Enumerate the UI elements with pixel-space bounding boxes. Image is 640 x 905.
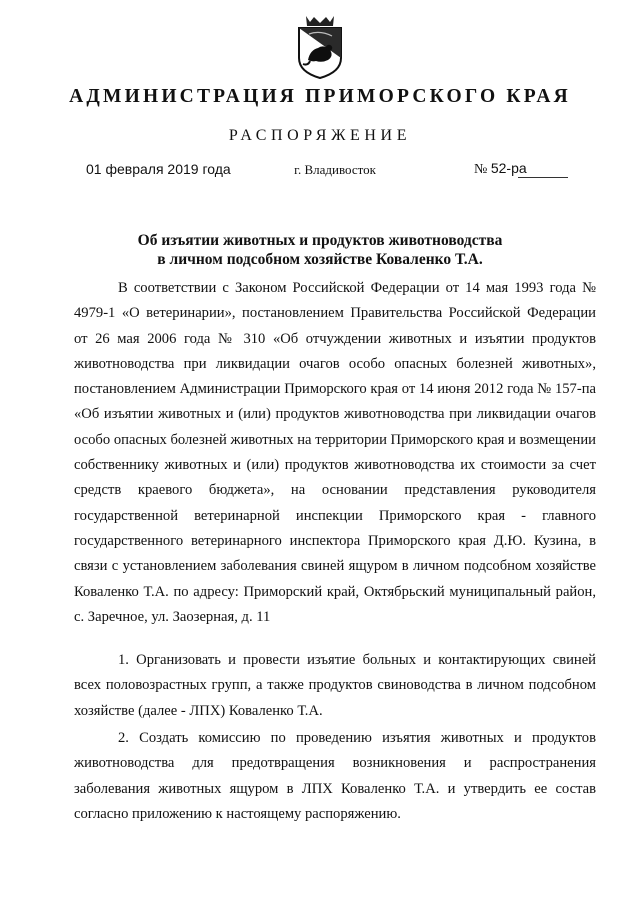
document-title bbox=[0, 231, 640, 269]
number-value: 52-ра bbox=[490, 160, 527, 176]
document-city: г. Владивосток bbox=[294, 162, 376, 177]
clause-1-paragraph: 1. Организовать и провести изъятие больных и контактирующих свиней всех половозрастных групп, а также продуктов свиноводства в личном подсобном хозяйстве (далее - ЛПХ) Коваленко Т.А. bbox=[74, 652, 596, 719]
document-type: РАСПОРЯЖЕНИЕ bbox=[228, 127, 412, 144]
organization-name: АДМИНИСТРАЦИЯ ПРИМОРСКОГО КРАЯ bbox=[69, 86, 571, 107]
document-number bbox=[474, 160, 527, 178]
coat-of-arms-icon bbox=[294, 14, 346, 80]
number-underline bbox=[518, 177, 568, 178]
title-line: в личном подсобном хозяйстве Коваленко Т.А. bbox=[157, 251, 483, 268]
clause-2-paragraph: 2. Создать комиссию по проведению изъятия животных и продуктов животноводства для предотвращения возникновения и распространения заболевания животных ящуром в ЛПХ Коваленко Т.А. и утвердить ее состав согласно приложению к настоящему распоряжению. bbox=[74, 730, 596, 822]
preamble-paragraph: В соответствии с Законом Российской Федерации от 14 мая 1993 года № 4979-1 «О ветеринарии», постановлением Правительства Российской Федерации от 26 мая 2006 года № 310 «Об отчуждении животных и изъятии продуктов животноводства при ликвидации очагов особо опасных болезней животных», постановлением Администрации Приморского края от 14 июня 2012 года № 157-па «Об изъятии животных и (или) продуктов животноводства при ликвидации очагов особо опасных болезней животных на территории Приморского края и возмещении собственнику животных и (или) продуктов животноводства их стоимости за счет средств краевого бюджета», на основании представления руководителя государственной ветеринарной инспекции Приморского края - главного государственного ветеринарного инспектора Приморского края Д.Ю. Кузина, в связи с установлением заболевания свиней ящуром в личном подсобном хозяйстве Коваленко Т.А. по адресу: Приморский край, Октябрьский муниципальный район, с. Заречное, ул. Заозерная, д. 11 bbox=[74, 280, 596, 625]
number-sign: № bbox=[474, 162, 488, 177]
title-line: Об изъятии животных и продуктов животноводства bbox=[137, 232, 503, 249]
document-date: 01 февраля 2019 года bbox=[86, 161, 231, 177]
